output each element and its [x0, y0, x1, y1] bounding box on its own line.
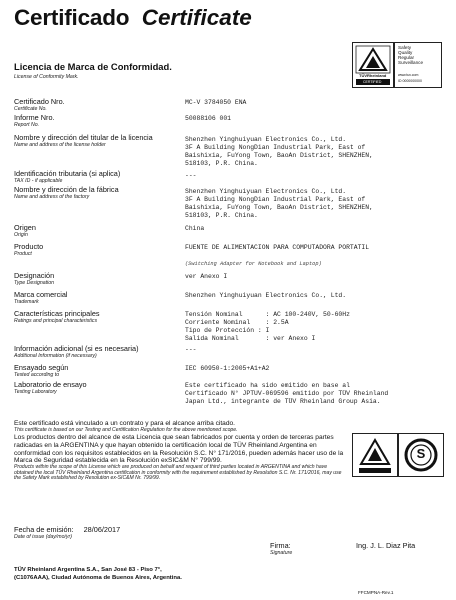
footer-address — [14, 566, 182, 582]
field-origin-value: China — [185, 225, 205, 232]
certificate-header — [14, 5, 252, 31]
field-product-label: Producto Product — [14, 242, 44, 257]
issue-date-block — [14, 526, 120, 540]
field-factory-value: Shenzhen Yinghuiyuan Electronics Co., Ltd. 3F A Building NongDian Industrial Park, East of Baishixia, FuYong Town, BaoAn District, SHENZHEN, 518103, P.R. China. — [185, 188, 373, 220]
issue-label: Fecha de emisión: — [14, 525, 74, 534]
field-tested-label: Ensayado según Tested according to — [14, 363, 69, 378]
field-additional-value: --- — [185, 346, 197, 353]
field-factory-label: Nombre y dirección de la fábrica Name and address of the factory — [14, 185, 119, 200]
s-mark-box — [398, 433, 444, 477]
notice-p2-es: Los productos dentro del alcance de esta Licencia que sean fabricados por cuenta y orden de terceras partes radicadas en la ARGENTINA y que hayan obtenido la certificación local de TÜV Rheinland Argentina en conformidad con los requisitos establecidos en la Resolución S.C. N° 171/2016, pueden además hacer uso de la Marca de Seguridad establecida en la Resolución exSIC&M N° 799/99. — [14, 434, 344, 465]
tuv-mark-small — [352, 433, 398, 477]
field-ratings-value: Tensión Nominal : AC 100-240V, 50-60Hz Corriente Nominal : 2.5A Tipo de Protección : I Salida Nominal : ver Anexo I — [185, 311, 350, 343]
field-product-value: FUENTE DE ALIMENTACION PARA COMPUTADORA PORTATIL — [185, 244, 370, 251]
field-report-label: Informe Nro. Report No. — [14, 113, 55, 128]
tuv-side-lines: Safety Quality Regular Surveillance — [398, 45, 424, 65]
field-taxid-value: --- — [185, 172, 197, 179]
field-lab-label: Laboratorio de ensayo Testing Laboratory — [14, 380, 87, 395]
field-report-value: 50088106 001 — [185, 115, 232, 122]
tuv-mark-box — [352, 42, 394, 88]
tuv-url: www.tuv.com — [398, 73, 419, 77]
notice-p2-en: Products within the scope of this License which are produced on behalf and request of third parties located in ARGENTINA and which have obtained the local TÜV Rheinland Argentina certification in conformity with the requirement established by Resolution S.C. Nr. 171/2016, may use the Safety Mark established by Resolution ex-SIC&M Nr. 799/99. — [14, 463, 342, 482]
field-ratings-label: Características principales Ratings and principal characteristics — [14, 309, 100, 324]
issue-date: 28/06/2017 — [83, 525, 121, 534]
notice-p1-en: This certificate is based on our Testing and Certification Regulation for the above mentioned scope. — [14, 426, 238, 433]
signature-label-en: Signature — [270, 550, 293, 556]
field-holder-label: Nombre y dirección del titular de la licencia Name and address of the license holder — [14, 133, 153, 148]
signature-label: Firma: — [270, 541, 291, 550]
tuv-logo — [352, 42, 444, 88]
field-product-value-en: (Switching Adapter for Notebook and Laptop) — [185, 261, 322, 267]
title-en: Certificate — [141, 5, 252, 30]
footer-line2: (C1076AAA), Ciudad Autónoma de Buenos Aires, Argentina. — [14, 575, 182, 581]
field-origin-label: Origen Origin — [14, 223, 36, 238]
tuv-id: ID 0000000000 — [398, 79, 422, 83]
license-subtitle: License of Conformity Mark. — [14, 74, 79, 80]
title-es: Certificado — [14, 5, 130, 30]
tuv-side-panel — [394, 42, 442, 88]
signature-name: Ing. J. L. Diaz Pita — [356, 541, 416, 550]
field-designation-value: ver Anexo I — [185, 273, 228, 280]
field-holder-value: Shenzhen Yinghuiyuan Electronics Co., Ltd. 3F A Building NongDian Industrial Park, East of Baishixia, FuYong Town, BaoAn District, SHENZHEN, 518103, P.R. China. — [185, 136, 373, 168]
form-code: FFCMPNA-Rev.1 — [358, 590, 394, 595]
field-designation-label: Designación Type Designation — [14, 271, 55, 286]
footer-line1: TÜV Rheinland Argentina S.A., San José 83 - Piso 7°, — [14, 567, 162, 573]
field-certificate-label: Certificado Nro. Certificate No. — [14, 97, 65, 112]
field-additional-label: Información adicional (si es necesaria) Additional Information (if necessary) — [14, 344, 139, 359]
field-trademark-value: Shenzhen Yinghuiyuan Electronics Co., Ltd. — [185, 292, 347, 299]
issue-label-en: Date of issue (day/mo/yr) — [14, 534, 72, 540]
field-certificate-value: MC-V 3784050 ENA — [185, 99, 247, 106]
license-title: Licencia de Marca de Conformidad. — [14, 61, 172, 72]
field-taxid-label: Identificación tributaria (si aplica) TAX ID - if applicable — [14, 169, 121, 184]
field-lab-value: Este certificado ha sido emitido en base al Certificado N° JPTUV-069596 emitido por TÜV Rheinland Japan Ltd., integrante de TÜV Rheinland Group Asia. — [185, 382, 389, 406]
safety-marks — [352, 433, 444, 475]
notice-section — [14, 420, 344, 482]
tuv-certified: CERTIFIED — [363, 80, 382, 84]
notice-p1-es: Este certificado está vinculado a un contrato y para el alcance arriba citado. — [14, 420, 236, 427]
signature-label-block — [270, 542, 292, 556]
field-trademark-label: Marca comercial Trademark — [14, 290, 68, 305]
s-mark-letter: S — [416, 446, 426, 461]
field-tested-value: IEC 60950-1:2005+A1+A2 — [185, 365, 270, 372]
tuv-brand: TÜVRheinland — [359, 73, 387, 78]
tuv-triangle-small-icon — [353, 434, 397, 476]
